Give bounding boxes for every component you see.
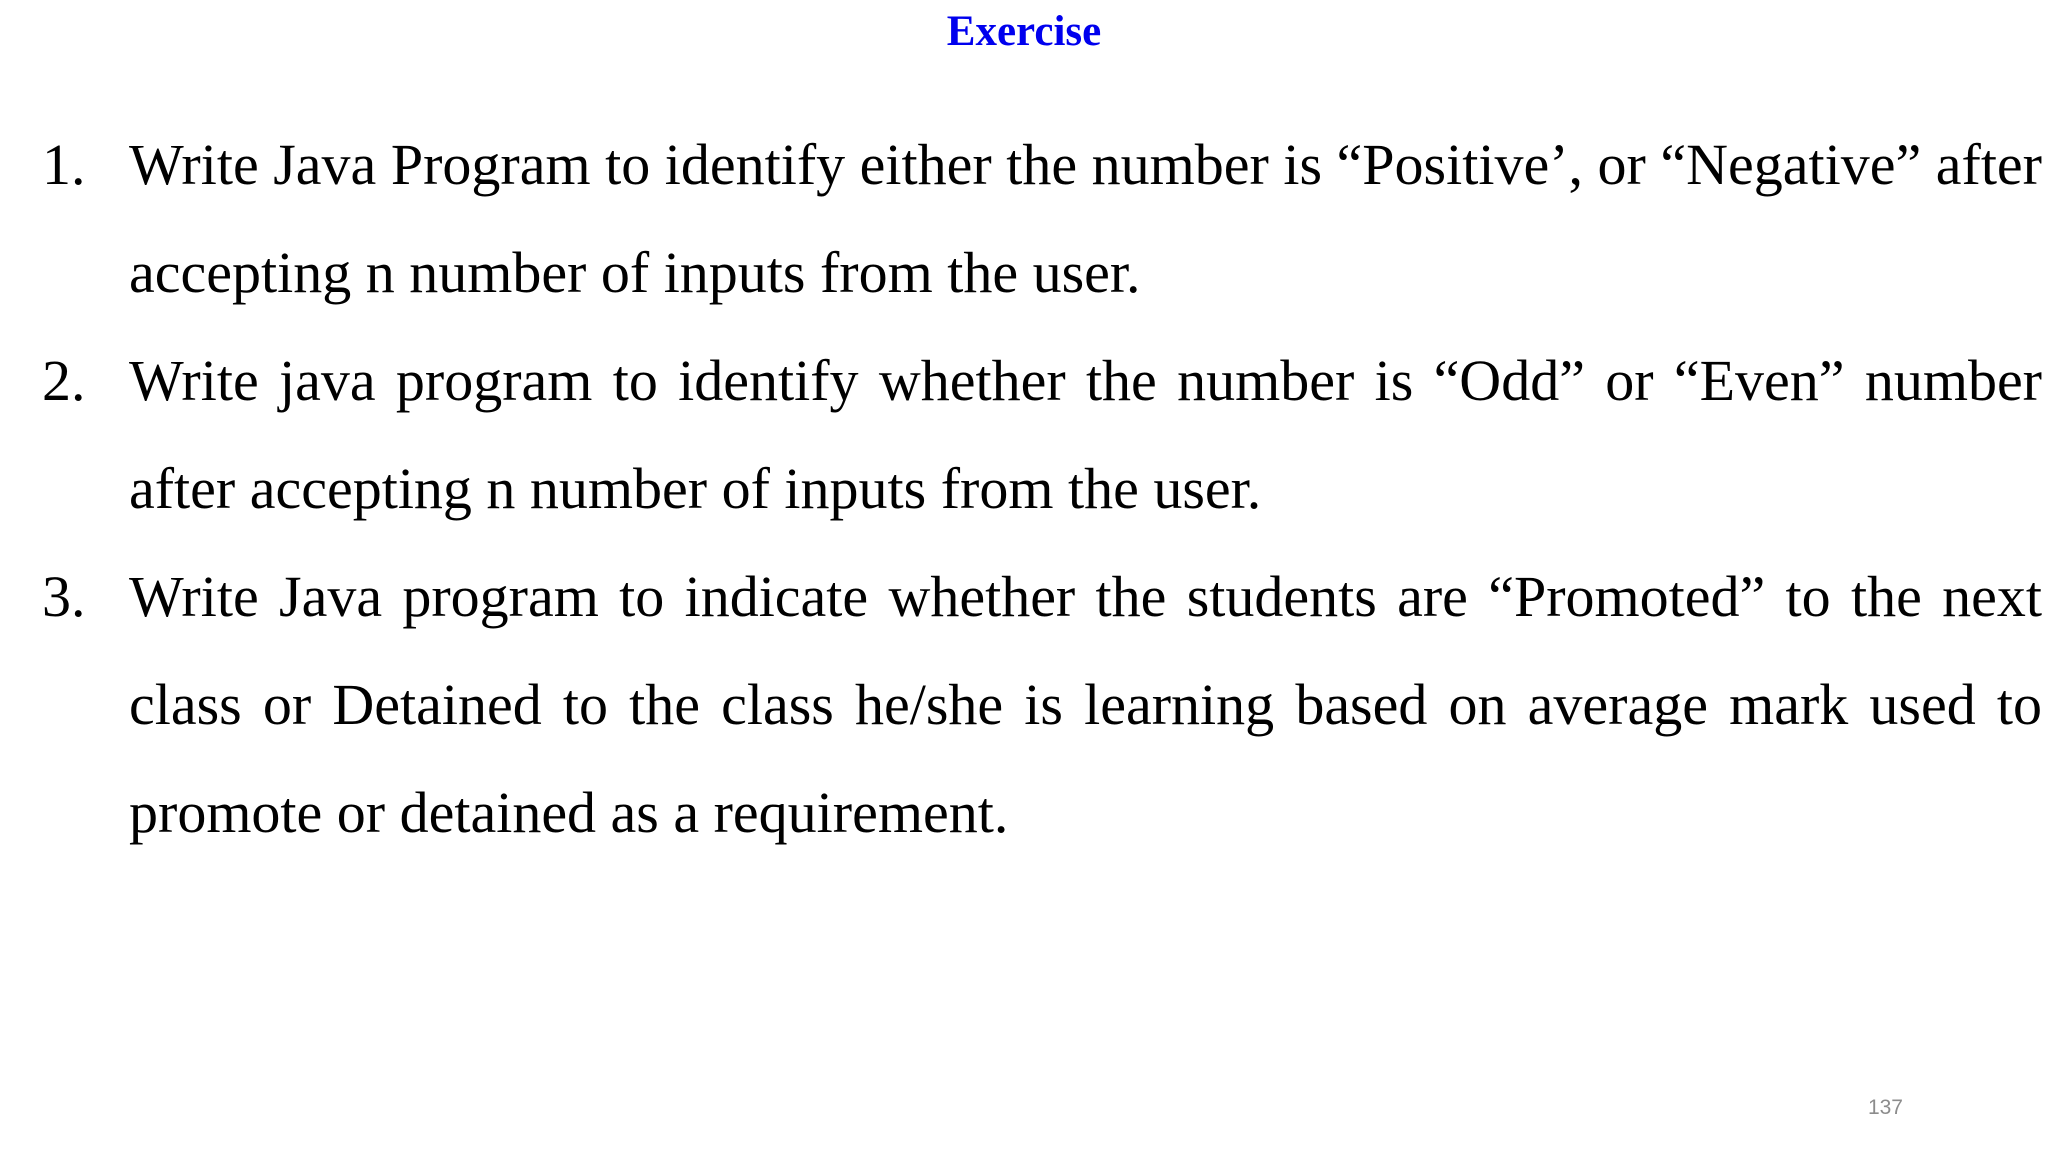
exercise-number: 3.	[42, 564, 86, 629]
exercise-text: Write java program to identify whether the number is “Odd” or “Even” number after accepting n number of inputs from the user.	[129, 348, 2042, 521]
exercise-number: 1.	[42, 132, 86, 197]
exercise-text: Write Java program to indicate whether the students are “Promoted” to the next class or Detained to the class he/she is learning based on average mark used to promote or detained as a requirement.	[129, 564, 2042, 845]
slide-title: Exercise	[946, 8, 1102, 55]
exercise-item-1	[0, 111, 2048, 327]
exercise-text: Write Java Program to identify either the number is “Positive’, or “Negative” after accepting n number of inputs from the user.	[129, 132, 2042, 305]
exercise-list	[0, 111, 2048, 867]
exercise-item-2	[0, 327, 2048, 543]
exercise-item-3	[0, 543, 2048, 867]
page-number: 137	[1867, 1096, 1903, 1119]
exercise-number: 2.	[42, 348, 86, 413]
